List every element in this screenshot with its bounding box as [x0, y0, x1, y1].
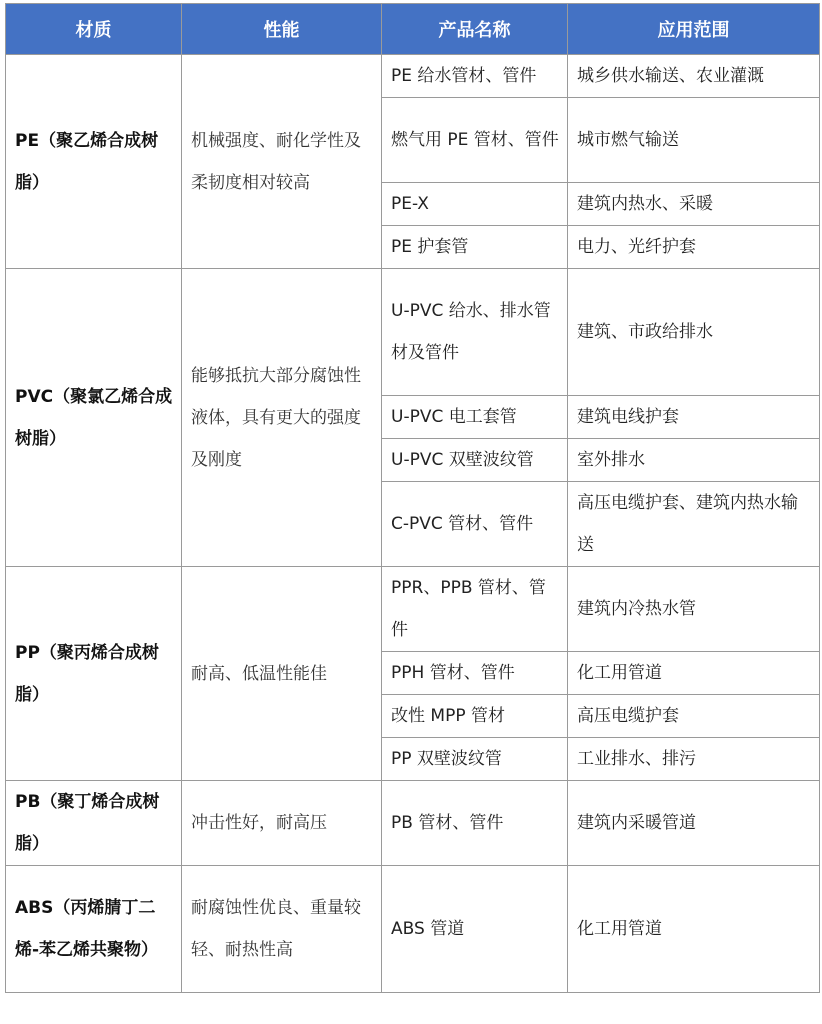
product-name-cell: U-PVC 给水、排水管材及管件: [382, 269, 568, 396]
product-name-cell: U-PVC 双壁波纹管: [382, 439, 568, 482]
product-name-cell: PPH 管材、管件: [382, 652, 568, 695]
product-name-cell: PE 护套管: [382, 226, 568, 269]
materials-table-wrapper: [5, 3, 819, 993]
table-row: [6, 781, 820, 866]
material-cell-abs: ABS（丙烯腈丁二烯-苯乙烯共聚物）: [6, 866, 182, 993]
table-row: [6, 866, 820, 993]
application-cell: 建筑内冷热水管: [568, 567, 820, 652]
product-name-cell: U-PVC 电工套管: [382, 396, 568, 439]
product-name-cell: PE 给水管材、管件: [382, 55, 568, 98]
table-header-row: [6, 4, 820, 55]
header-application: 应用范围: [568, 4, 820, 55]
application-cell: 城市燃气输送: [568, 98, 820, 183]
material-cell-pvc: PVC（聚氯乙烯合成树脂）: [6, 269, 182, 567]
property-cell-abs: 耐腐蚀性优良、重量较轻、耐热性高: [182, 866, 382, 993]
product-name-cell: C-PVC 管材、管件: [382, 482, 568, 567]
header-property: 性能: [182, 4, 382, 55]
application-cell: 室外排水: [568, 439, 820, 482]
property-cell-pp: 耐高、低温性能佳: [182, 567, 382, 781]
table-row: [6, 55, 820, 98]
application-cell: 建筑内采暖管道: [568, 781, 820, 866]
application-cell: 高压电缆护套、建筑内热水输送: [568, 482, 820, 567]
material-cell-pe: PE（聚乙烯合成树脂）: [6, 55, 182, 269]
product-name-cell: PP 双壁波纹管: [382, 738, 568, 781]
application-cell: 工业排水、排污: [568, 738, 820, 781]
material-cell-pp: PP（聚丙烯合成树脂）: [6, 567, 182, 781]
material-cell-pb: PB（聚丁烯合成树脂）: [6, 781, 182, 866]
property-cell-pb: 冲击性好，耐高压: [182, 781, 382, 866]
application-cell: 化工用管道: [568, 652, 820, 695]
table-row: [6, 567, 820, 652]
product-name-cell: PPR、PPB 管材、管件: [382, 567, 568, 652]
header-product-name: 产品名称: [382, 4, 568, 55]
product-name-cell: 改性 MPP 管材: [382, 695, 568, 738]
application-cell: 高压电缆护套: [568, 695, 820, 738]
application-cell: 电力、光纤护套: [568, 226, 820, 269]
product-name-cell: ABS 管道: [382, 866, 568, 993]
pipe-materials-table: [5, 3, 820, 993]
table-row: [6, 269, 820, 396]
application-cell: 建筑内热水、采暖: [568, 183, 820, 226]
product-name-cell: PB 管材、管件: [382, 781, 568, 866]
header-material: 材质: [6, 4, 182, 55]
application-cell: 化工用管道: [568, 866, 820, 993]
property-cell-pe: 机械强度、耐化学性及柔韧度相对较高: [182, 55, 382, 269]
product-name-cell: PE-X: [382, 183, 568, 226]
application-cell: 建筑电线护套: [568, 396, 820, 439]
application-cell: 建筑、市政给排水: [568, 269, 820, 396]
application-cell: 城乡供水输送、农业灌溉: [568, 55, 820, 98]
product-name-cell: 燃气用 PE 管材、管件: [382, 98, 568, 183]
property-cell-pvc: 能够抵抗大部分腐蚀性液体，具有更大的强度及刚度: [182, 269, 382, 567]
